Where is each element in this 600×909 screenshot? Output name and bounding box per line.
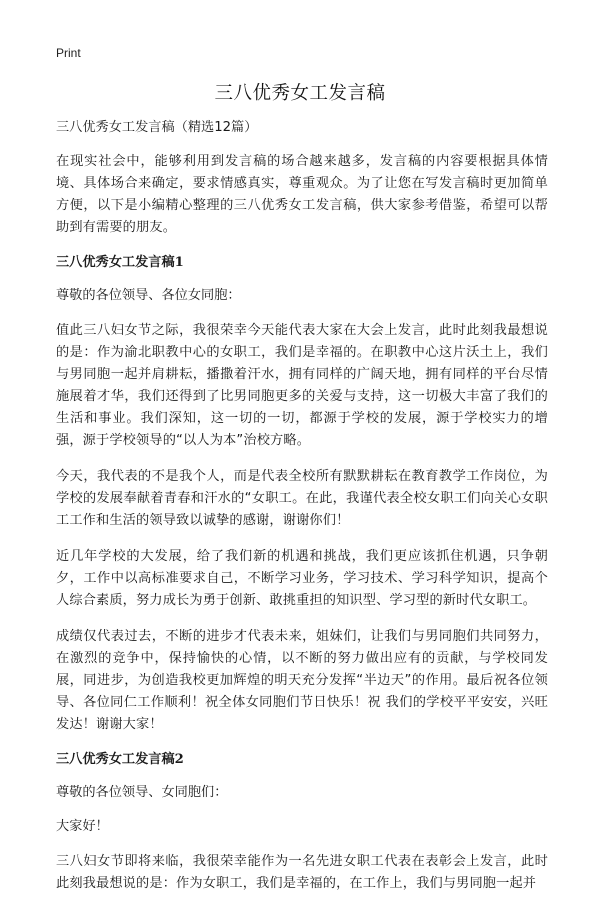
print-link[interactable]: Print [56, 46, 81, 60]
section-greeting: 尊敬的各位领导、女同胞们： [56, 785, 228, 800]
section-1 [56, 253, 548, 736]
section-paragraph: 今天，我代表的不是我个人，而是代表全校所有默默耕耘在教育教学工作岗位，为学校的发展奉献着青春和汗水的“女职工。在此，我谨代表全校女职工们向关心女职工工作和生活的领导致以诚挚的感谢，谢谢你们！ [56, 469, 548, 528]
document-body [56, 118, 548, 909]
intro-paragraph: 在现实社会中，能够利用到发言稿的场合越来越多，发言稿的内容要根据具体情境、具体场合来确定，要求情感真实，尊重观众。为了让您在写发言稿时更加简单方便，以下是小编精心整理的三八优秀女工发言稿，供大家参考借鉴，希望可以帮助到有需要的朋友。 [56, 154, 548, 235]
section-paragraph: 成绩仅代表过去，不断的进步才代表未来，姐妹们，让我们与男同胞们共同努力，在激烈的竞争中，保持愉快的心情，以不断的努力做出应有的贡献，与学校同发展，同进步，为创造我校更加辉煌的明天充分发挥“半边天”的作用。最后祝各位领导、各位同仁工作顺利！祝全体女同胞们节日快乐！祝 我们的学校平平安安，兴旺发达！谢谢大家！ [56, 629, 548, 732]
document-subtitle: 三八优秀女工发言稿（精选12篇） [56, 120, 258, 135]
section-2 [56, 750, 548, 895]
section-greeting: 尊敬的各位领导、各位女同胞： [56, 288, 241, 303]
section-heading: 三八优秀女工发言稿1 [56, 255, 184, 270]
section-paragraph: 三八妇女节即将来临，我很荣幸能作为一名先进女职工代表在表彰会上发言，此时此刻我最想说的是：作为女职工，我们是幸福的，在工作上，我们与男同胞一起并 [56, 854, 548, 891]
section-paragraph: 近几年学校的大发展，给了我们新的机遇和挑战，我们更应该抓住机遇，只争朝夕，工作中以高标准要求自己，不断学习业务，学习技术、学习科学知识，提高个人综合素质，努力成长为勇于创新、敢挑重担的知识型、学习型的新时代女职工。 [56, 549, 548, 608]
section-greeting-hello: 大家好！ [56, 819, 109, 834]
section-paragraph: 值此三八妇女节之际，我很荣幸今天能代表大家在大会上发言，此时此刻我最想说的是：作为渝北职教中心的女职工，我们是幸福的。在职教中心这片沃土上，我们与男同胞一起并肩耕耘，播撒着汗水，拥有同样的广阔天地，拥有同样的平台尽情施展着才华，我们还得到了比男同胞更多的关爱与支持，这一切极大丰富了我们的生活和事业。我们深知，这一切的一切，都源于学校的发展，源于学校实力的增强，源于学校领导的“以人为本”治校方略。 [56, 323, 548, 448]
section-heading: 三八优秀女工发言稿2 [56, 752, 184, 767]
page-title: 三八优秀女工发言稿 [214, 83, 386, 104]
